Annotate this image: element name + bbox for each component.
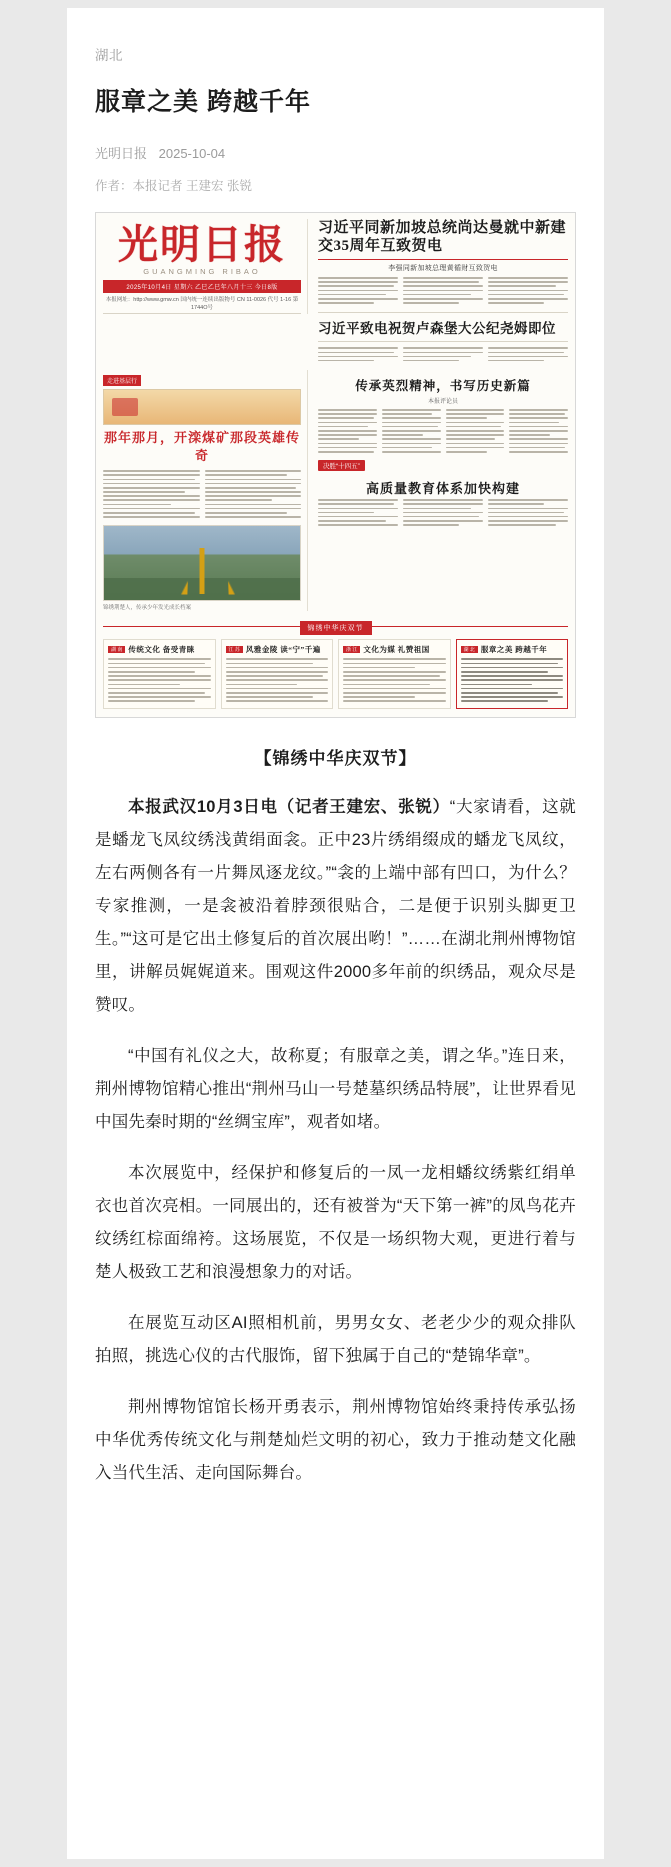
festival-band bbox=[103, 617, 568, 635]
masthead-title: 光明日报 bbox=[118, 221, 286, 267]
photo-caption: 锦绣荆楚人，传承少年发光成长档案 bbox=[103, 605, 192, 612]
left-feature-columns bbox=[103, 470, 301, 520]
newspaper-headline-two: 习近平致电祝贺卢森堡大公纪尧姆即位 bbox=[318, 312, 568, 342]
festival-band-chip: 锦绣中华庆双节 bbox=[300, 621, 372, 635]
newspaper-left-feature bbox=[103, 370, 308, 611]
news-columns-four bbox=[318, 499, 568, 528]
news-columns-top bbox=[318, 277, 568, 306]
newspaper-right-stories bbox=[318, 370, 568, 528]
masthead-datebar: 2025年10月4日 星期六 乙巳乙巳年八月十三 今日8版 bbox=[103, 280, 301, 293]
section-title: 【锦绣中华庆双节】 bbox=[254, 749, 417, 769]
newspaper-front-page-image[interactable] bbox=[95, 212, 576, 719]
masthead-url: 本报网址：http://www.gmw.cn 国内统一连续出版物号 CN 11-0026 代号 1-16 第1744O号 bbox=[103, 293, 301, 314]
newspaper-headline-three-sub: 本报评论员 bbox=[427, 399, 458, 406]
province-card[interactable] bbox=[103, 639, 216, 709]
newspaper-masthead bbox=[103, 219, 308, 314]
article-sheet bbox=[67, 8, 604, 1859]
paragraph-1-rest: “大家请看，这就是蟠龙飞凤纹绣浅黄绢面衾。正中23片绣绢缀成的蟠龙飞凤纹，左右两侧各有一片舞凤逐龙纹。”“衾的上端中部有凹口，为什么？专家推测，一是衾被沿着脖颈很贴合，二是便于识别头脚更卫生。”“这可是它出土修复后的首次展出哟！”……在湖北荆州博物馆里，讲解员娓娓道来。围观这件2000多年前的织绣品，观众尽是赞叹。 bbox=[95, 798, 576, 1015]
newspaper-headline-four: 高质量教育体系加快构建 bbox=[365, 481, 520, 497]
article-paragraph-3: 本次展览中，经保护和修复后的一凤一龙相蟠纹绣紫红绢单衣也首次亮相。一同展出的，还有被誉为“天下第一裤”的凤鸟花卉纹绣红棕面绵袴。这场展览，不仅是一场织物大观，更进行着与楚人极致工艺和浪漫想象力的对话。 bbox=[95, 1164, 576, 1282]
province-card-title: 文化为媒 礼赞祖国 bbox=[363, 645, 430, 655]
province-card-title: 服章之美 跨越千年 bbox=[480, 645, 548, 655]
province-card-chip: 湖 南 bbox=[108, 646, 125, 653]
province-card-list bbox=[103, 639, 568, 709]
left-feature-badge: 走进基层行 bbox=[103, 375, 141, 386]
newspaper-headline-three: 传承英烈精神，书写历史新篇 bbox=[355, 379, 531, 394]
province-card-chip: 江 苏 bbox=[226, 646, 243, 653]
province-card-active[interactable] bbox=[456, 639, 569, 709]
left-feature-artwork bbox=[103, 389, 301, 425]
five-year-badge: 决胜“十四五” bbox=[318, 460, 365, 471]
article-source: 光明日报 bbox=[95, 145, 148, 161]
province-card[interactable] bbox=[338, 639, 451, 709]
news-columns-three bbox=[318, 409, 568, 455]
newspaper-lead-stories bbox=[318, 219, 568, 365]
masthead-pinyin: GUANGMING RIBAO bbox=[143, 266, 261, 276]
article-author: 作者：本报记者 王建宏 张锐 bbox=[95, 178, 252, 193]
article-meta bbox=[95, 143, 576, 162]
article-paragraph-2: “中国有礼仪之大，故称夏；有服章之美，谓之华。”连日来，荆州博物馆精心推出“荆州马山一号楚墓织绣品特展”，让世界看见中国先秦时期的“丝绸宝库”，观者如堵。 bbox=[95, 1047, 576, 1132]
news-columns-two bbox=[318, 347, 568, 364]
article-paragraph-1 bbox=[95, 791, 576, 1022]
province-card[interactable] bbox=[221, 639, 334, 709]
article-paragraph-5: 荆州博物馆馆长杨开勇表示，荆州博物馆始终秉持传承弘扬中华优秀传统文化与荆楚灿烂文明的初心，致力于推动楚文化融入当代生活、走向国际舞台。 bbox=[95, 1398, 576, 1483]
dateline-bold: 本报武汉10月3日电（记者王建宏、张锐） bbox=[128, 798, 450, 817]
left-feature-title: 那年那月，开滦煤矿那段英雄传奇 bbox=[103, 430, 300, 463]
province-card-title: 风雅金陵 读“宁”千遍 bbox=[245, 645, 321, 655]
province-card-chip: 浙 江 bbox=[343, 646, 360, 653]
colliery-photo bbox=[103, 525, 301, 601]
article-date: 2025-10-04 bbox=[158, 145, 226, 161]
province-card-chip: 湖 北 bbox=[461, 646, 478, 653]
newspaper-headline-main: 习近平同新加坡总统尚达曼就中新建交35周年互致贺电 bbox=[318, 219, 568, 261]
article-paragraph-4: 在展览互动区AI照相机前，男男女女、老老少少的观众排队拍照，挑选心仪的古代服饰，留下独属于自己的“楚锦华章”。 bbox=[95, 1314, 576, 1366]
page-title: 服章之美 跨越千年 bbox=[95, 88, 311, 116]
province-card-title: 传统文化 备受青睐 bbox=[128, 645, 195, 655]
newspaper-headline-main-sub: 李强同新加坡总理黄循财互致贺电 bbox=[388, 265, 498, 272]
article-kicker: 湖北 bbox=[95, 48, 123, 63]
